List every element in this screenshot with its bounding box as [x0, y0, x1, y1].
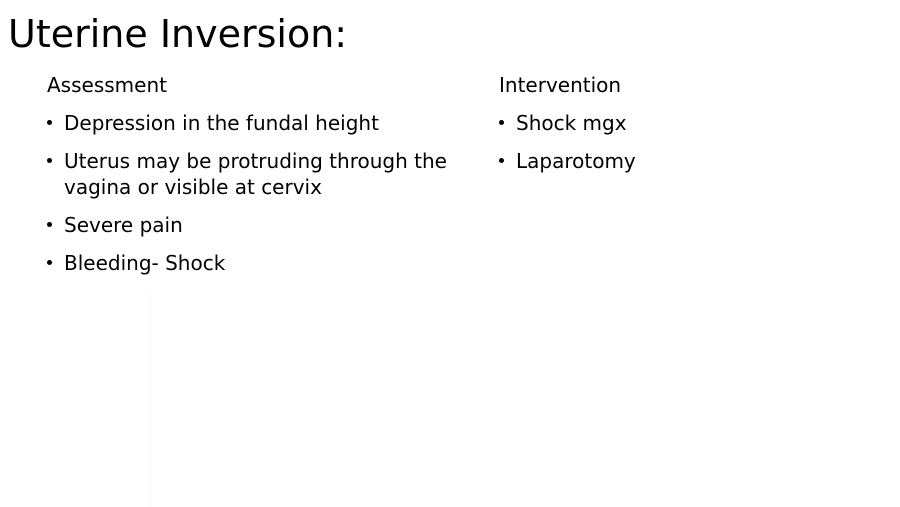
intervention-column: [499, 72, 879, 186]
assessment-list: [47, 110, 447, 276]
assessment-heading: Assessment: [47, 73, 167, 97]
list-item: [499, 110, 879, 136]
bullet-icon: [47, 260, 52, 265]
bullet-icon: [47, 222, 52, 227]
bullet-icon: [499, 158, 504, 163]
intervention-heading: Intervention: [499, 73, 622, 97]
divider: [150, 290, 151, 507]
list-item-text: Laparotomy: [516, 149, 636, 173]
list-item: [47, 148, 447, 200]
list-item: [47, 212, 447, 238]
assessment-column: [47, 72, 447, 288]
intervention-list: [499, 110, 879, 174]
list-item-text: Severe pain: [64, 213, 183, 237]
list-item: [47, 110, 447, 136]
bullet-icon: [47, 120, 52, 125]
bullet-icon: [47, 158, 52, 163]
list-item: [47, 250, 447, 276]
list-item-text: Depression in the fundal height: [64, 111, 379, 135]
list-item-text: Uterus may be protruding through the vagina or visible at cervix: [64, 149, 447, 199]
list-item-text: Bleeding- Shock: [64, 251, 226, 275]
slide-title: Uterine Inversion:: [8, 12, 348, 56]
list-item-text: Shock mgx: [516, 111, 627, 135]
bullet-icon: [499, 120, 504, 125]
list-item: [499, 148, 879, 174]
